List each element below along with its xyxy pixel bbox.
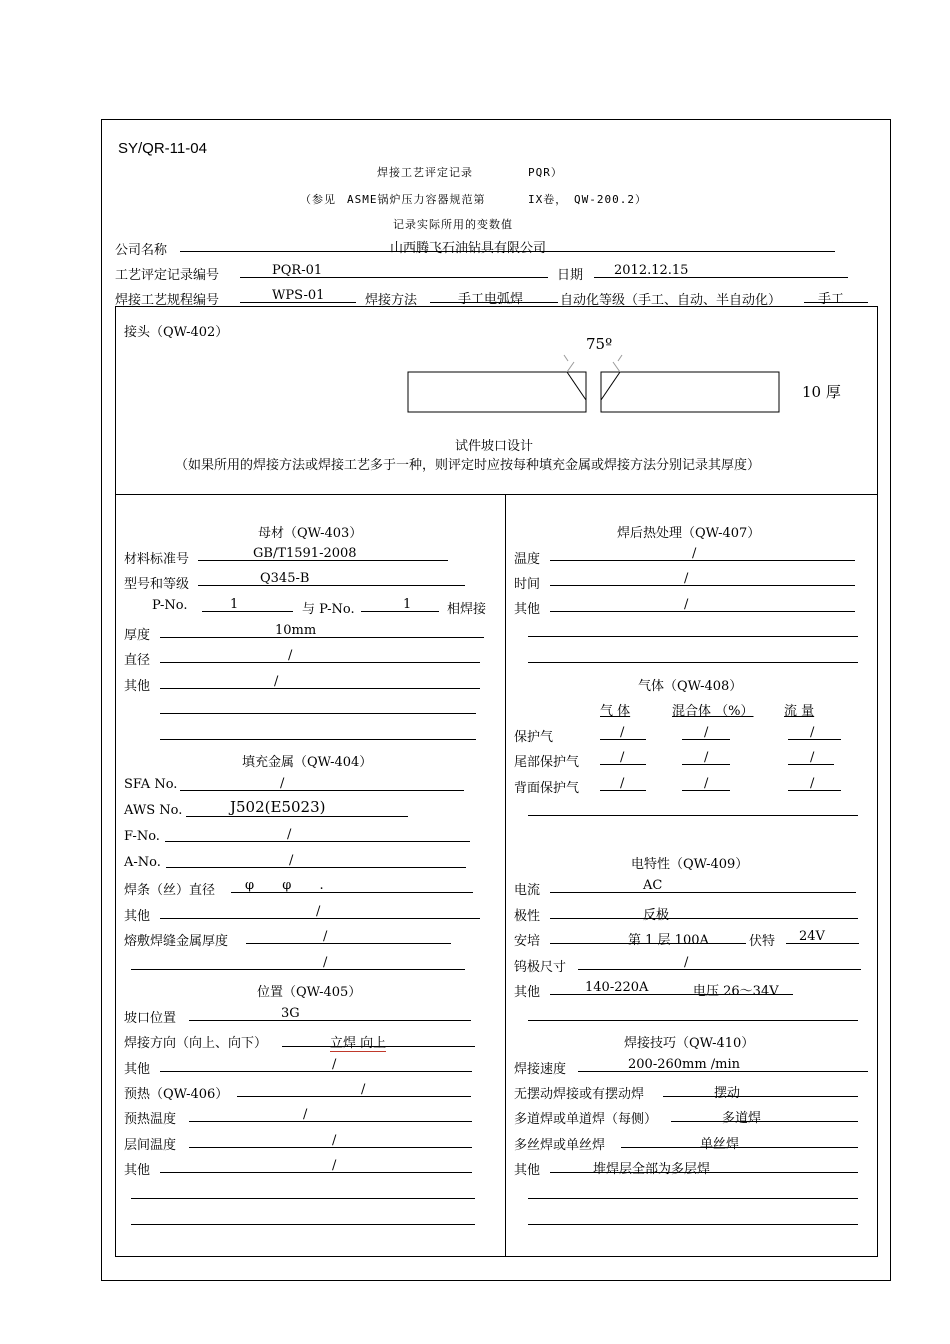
blank-line bbox=[131, 1184, 475, 1199]
gas-col-gas: 气 体 bbox=[600, 704, 631, 719]
filler-other-label: 其他 bbox=[124, 909, 151, 924]
gas-title: 气体（QW-408） bbox=[638, 679, 743, 694]
gas-row-gas bbox=[600, 750, 646, 765]
form-title: 焊接工艺评定记录 bbox=[377, 166, 473, 179]
blank-line bbox=[131, 1210, 475, 1225]
company-value: 山西腾飞石油钻具有限公司 bbox=[390, 241, 547, 256]
position-other-value: / bbox=[332, 1057, 337, 1072]
spec-value: GB/T1591-2008 bbox=[253, 546, 357, 561]
deposit-field bbox=[246, 929, 451, 944]
groove-diagram bbox=[400, 350, 790, 420]
grade-field bbox=[198, 571, 465, 586]
preheat-temp-label: 预热温度 bbox=[124, 1112, 177, 1127]
base-other-label: 其他 bbox=[124, 679, 151, 694]
pqr-field bbox=[240, 263, 548, 278]
gas-row-gas-value: / bbox=[620, 776, 625, 791]
pno-label: P-No. bbox=[152, 598, 188, 613]
volt-field bbox=[786, 929, 859, 944]
interpass-field bbox=[189, 1133, 472, 1148]
wire-value: 单丝焊 bbox=[700, 1137, 740, 1152]
position-other-label: 其他 bbox=[124, 1062, 151, 1077]
groove-note: （如果所用的焊接方法或焊接工艺多于一种，则评定时应按每种填充金属或焊接方法分别记录其厚度） bbox=[175, 458, 761, 473]
speed-field bbox=[578, 1057, 868, 1072]
technique-other-label: 其他 bbox=[514, 1163, 541, 1178]
diameter-value: / bbox=[288, 648, 293, 663]
date-value: 2012.12.15 bbox=[614, 263, 689, 278]
auto-field bbox=[804, 288, 868, 307]
gas-row-flow bbox=[788, 750, 834, 765]
tungsten-value: / bbox=[684, 955, 689, 970]
base-other-value: / bbox=[274, 674, 279, 689]
position-other2-value: / bbox=[332, 1158, 337, 1173]
auto-label: 自动化等级（手工、自动、半自动化） bbox=[560, 293, 782, 308]
polarity-value: 反极 bbox=[643, 908, 670, 923]
blank-line bbox=[528, 1006, 858, 1021]
polarity-label: 极性 bbox=[514, 909, 541, 924]
gas-row-flow-value: / bbox=[810, 776, 815, 791]
deposit-value: / bbox=[323, 929, 328, 944]
method-value: 手工电弧焊 bbox=[458, 292, 524, 307]
aws-label: AWS No. bbox=[124, 803, 183, 818]
base-metal-title: 母材（QW-403） bbox=[258, 526, 363, 541]
gas-row-flow bbox=[788, 725, 841, 740]
method-label: 焊接方法 bbox=[365, 293, 418, 308]
electrical-title: 电特性（QW-409） bbox=[631, 857, 749, 872]
subtitle-c: IX卷， bbox=[528, 193, 568, 206]
preheat-temp-value: / bbox=[303, 1107, 308, 1122]
pwht-temp-field bbox=[550, 546, 855, 561]
bevel-angle: 75º bbox=[586, 335, 613, 353]
wire-field bbox=[621, 1133, 858, 1152]
pno-value: 1 bbox=[230, 597, 239, 612]
sfa-label: SFA No. bbox=[124, 777, 178, 792]
interpass-label: 层间温度 bbox=[124, 1138, 177, 1153]
gas-row-gas-value: / bbox=[620, 750, 625, 765]
position-other-field bbox=[160, 1057, 472, 1072]
preheat-field bbox=[237, 1082, 471, 1097]
weave-field bbox=[663, 1082, 858, 1101]
joint-label: 接头（QW-402） bbox=[124, 325, 229, 340]
pass-field bbox=[671, 1107, 858, 1126]
pno2-value: 1 bbox=[403, 597, 412, 612]
speed-label: 焊接速度 bbox=[514, 1062, 567, 1077]
pno-field bbox=[202, 597, 293, 612]
subtitle-b: ASME锅炉压力容器规范第 bbox=[347, 193, 486, 206]
gas-row-flow-value: / bbox=[810, 725, 815, 740]
date-field bbox=[594, 263, 848, 278]
blank-line bbox=[528, 1210, 858, 1225]
blank-line bbox=[160, 699, 476, 714]
pwht-temp-value: / bbox=[692, 546, 697, 561]
fno-field bbox=[165, 827, 470, 842]
deposit-value-2: / bbox=[323, 955, 328, 970]
subtitle-a: （参见 bbox=[300, 193, 336, 206]
gas-row-gas-value: / bbox=[620, 725, 625, 740]
polarity-field bbox=[550, 904, 858, 923]
pwht-time-label: 时间 bbox=[514, 577, 541, 592]
pass-label: 多道焊或单道焊（每侧） bbox=[514, 1112, 658, 1127]
form-code: SY/QR-11-04 bbox=[118, 140, 207, 157]
preheat-value: / bbox=[361, 1082, 366, 1097]
tungsten-field bbox=[578, 955, 861, 970]
wps-value: WPS-01 bbox=[272, 288, 325, 303]
diameter-field bbox=[160, 648, 480, 663]
position-title: 位置（QW-405） bbox=[257, 985, 362, 1000]
current-value: AC bbox=[643, 878, 663, 893]
pwht-other-field bbox=[550, 597, 855, 612]
groove-pos-field bbox=[189, 1006, 471, 1021]
tungsten-label: 钨极尺寸 bbox=[514, 960, 567, 975]
technique-other-field bbox=[550, 1158, 858, 1177]
gas-row-mix bbox=[682, 776, 730, 791]
pqr-label: 工艺评定记录编号 bbox=[115, 268, 220, 283]
pwht-time-value: / bbox=[684, 571, 689, 586]
deposit-field-2 bbox=[131, 955, 465, 970]
thickness-value: 10mm bbox=[275, 623, 317, 638]
spec-field bbox=[198, 546, 448, 561]
position-other2-label: 其他 bbox=[124, 1163, 151, 1178]
electrical-other-value-2: 电压 26～34V bbox=[693, 984, 779, 999]
plate-thickness: 10 厚 bbox=[802, 383, 841, 401]
technique-other-value: 堆焊层全部为多层焊 bbox=[593, 1162, 711, 1177]
aws-value: J502(E5023) bbox=[230, 798, 326, 816]
preheat-label: 预热（QW-406） bbox=[124, 1087, 229, 1102]
thickness-field bbox=[160, 623, 484, 638]
pwht-temp-label: 温度 bbox=[514, 552, 541, 567]
gas-row-mix-value: / bbox=[704, 776, 709, 791]
volt-label: 伏特 bbox=[749, 934, 776, 949]
ano-field bbox=[166, 853, 466, 868]
gas-row-gas bbox=[600, 725, 646, 740]
company-label: 公司名称 bbox=[115, 243, 168, 258]
weave-value: 摆动 bbox=[714, 1086, 741, 1101]
sfa-field bbox=[180, 776, 464, 791]
pwht-time-field bbox=[550, 571, 855, 586]
direction-field bbox=[282, 1032, 475, 1051]
gas-row-label: 尾部保护气 bbox=[514, 755, 580, 770]
speed-value: 200-260mm /min bbox=[628, 1057, 741, 1072]
gas-row-mix-value: / bbox=[704, 725, 709, 740]
wire-label: 多丝焊或单丝焊 bbox=[514, 1138, 606, 1153]
gas-row-flow-value: / bbox=[810, 750, 815, 765]
column-divider bbox=[505, 494, 506, 1257]
gas-row-mix-value: / bbox=[704, 750, 709, 765]
gas-row-label: 背面保护气 bbox=[514, 781, 580, 796]
gas-col-flow: 流 量 bbox=[784, 704, 815, 719]
grade-label: 型号和等级 bbox=[124, 577, 190, 592]
electrical-other-label: 其他 bbox=[514, 985, 541, 1000]
deposit-label: 熔敷焊缝金属厚度 bbox=[124, 934, 229, 949]
pno-suffix: 相焊接 bbox=[447, 602, 487, 617]
pwht-other-label: 其他 bbox=[514, 602, 541, 617]
pno2-field bbox=[361, 597, 439, 612]
subtitle-e: 记录实际所用的变数值 bbox=[393, 218, 513, 231]
direction-value: 立焊 向上 bbox=[330, 1032, 386, 1052]
electrical-other-value: 140-220A bbox=[585, 980, 649, 995]
gas-row-gas bbox=[600, 776, 646, 791]
gas-row-mix bbox=[682, 725, 730, 740]
rod-dia-value: φ φ . bbox=[245, 878, 336, 893]
filler-title: 填充金属（QW-404） bbox=[242, 755, 373, 770]
fno-label: F-No. bbox=[124, 829, 160, 844]
diameter-label: 直径 bbox=[124, 653, 151, 668]
rod-dia-field bbox=[231, 878, 473, 893]
groove-pos-label: 坡口位置 bbox=[124, 1011, 177, 1026]
ano-value: / bbox=[289, 853, 294, 868]
thickness-label: 厚度 bbox=[124, 628, 151, 643]
sfa-value: / bbox=[280, 776, 285, 791]
volt-value: 24V bbox=[799, 929, 825, 944]
spec-label: 材料标准号 bbox=[124, 552, 190, 567]
pwht-title: 焊后热处理（QW-407） bbox=[617, 526, 761, 541]
ano-label: A-No. bbox=[124, 855, 161, 870]
blank-line bbox=[528, 801, 858, 816]
current-label: 电流 bbox=[514, 883, 541, 898]
pwht-other-value: / bbox=[684, 597, 689, 612]
weave-label: 无摆动焊接或有摆动焊 bbox=[514, 1087, 645, 1102]
grade-value: Q345-B bbox=[260, 571, 310, 586]
company-field bbox=[180, 237, 835, 256]
subtitle-d: QW-200.2） bbox=[574, 193, 647, 206]
blank-line bbox=[528, 1184, 858, 1199]
auto-value: 手工 bbox=[818, 292, 845, 307]
wps-label: 焊接工艺规程编号 bbox=[115, 293, 220, 308]
current-field bbox=[550, 878, 856, 893]
filler-other-value: / bbox=[316, 904, 321, 919]
gas-row-mix bbox=[682, 750, 730, 765]
aws-field bbox=[186, 800, 408, 817]
pno-with: 与 P-No. bbox=[302, 602, 355, 617]
blank-line bbox=[528, 648, 858, 663]
blank-line bbox=[160, 725, 476, 740]
blank-line bbox=[528, 622, 858, 637]
base-other-field bbox=[160, 674, 480, 689]
pqr-value: PQR-01 bbox=[272, 263, 323, 278]
form-title-abbr: PQR） bbox=[528, 166, 563, 179]
pass-value: 多道焊 bbox=[722, 1111, 762, 1126]
filler-other-field bbox=[160, 904, 480, 919]
gas-row-label: 保护气 bbox=[514, 730, 554, 745]
fno-value: / bbox=[287, 827, 292, 842]
direction-label: 焊接方向（向上、向下） bbox=[124, 1036, 268, 1051]
date-label: 日期 bbox=[557, 268, 584, 283]
wps-field bbox=[240, 288, 356, 303]
rod-dia-label: 焊条（丝）直径 bbox=[124, 883, 216, 898]
gas-row-flow bbox=[788, 776, 841, 791]
groove-caption: 试件坡口设计 bbox=[455, 439, 534, 454]
amp-value: 第 1 层 100A bbox=[628, 933, 709, 948]
amp-label: 安培 bbox=[514, 934, 541, 949]
interpass-value: / bbox=[332, 1133, 337, 1148]
preheat-temp-field bbox=[189, 1107, 472, 1122]
amp-field bbox=[550, 929, 746, 948]
gas-col-mix: 混合体 （%） bbox=[672, 704, 754, 719]
technique-title: 焊接技巧（QW-410） bbox=[624, 1036, 755, 1051]
position-other2-field bbox=[160, 1158, 472, 1173]
electrical-other-field bbox=[550, 980, 793, 999]
method-field bbox=[430, 288, 558, 307]
groove-pos-value: 3G bbox=[281, 1006, 300, 1021]
